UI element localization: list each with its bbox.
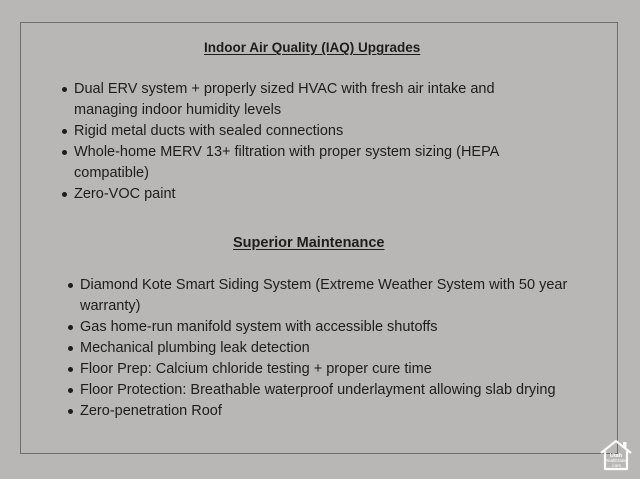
- list-item: Floor Protection: Breathable waterproof underlayment allowing slab drying: [68, 380, 568, 401]
- list-item: Dual ERV system + properly sized HVAC with fresh air intake and managing indoor humidity levels: [62, 79, 552, 121]
- list-item: Diamond Kote Smart Siding System (Extreme Weather System with 50 year warranty): [68, 275, 568, 317]
- svg-text:RealEstate: RealEstate: [604, 458, 628, 463]
- iaq-heading: Indoor Air Quality (IAQ) Upgrades: [204, 40, 421, 55]
- svg-text:.com: .com: [611, 463, 621, 468]
- list-item: Whole-home MERV 13+ filtration with proper system sizing (HEPA compatible): [62, 142, 552, 184]
- iaq-list: [62, 79, 552, 205]
- list-item: Floor Prep: Calcium chloride testing + proper cure time: [68, 359, 568, 380]
- list-item: Gas home-run manifold system with accessible shutoffs: [68, 317, 568, 338]
- watermark-logo: [598, 437, 634, 473]
- maintenance-list: [68, 275, 568, 422]
- list-item: Zero-VOC paint: [62, 184, 552, 205]
- list-item: Mechanical plumbing leak detection: [68, 338, 568, 359]
- svg-text:Utah: Utah: [609, 453, 623, 459]
- list-item: Rigid metal ducts with sealed connections: [62, 121, 552, 142]
- list-item: Zero-penetration Roof: [68, 401, 568, 422]
- maintenance-heading: Superior Maintenance: [233, 235, 385, 251]
